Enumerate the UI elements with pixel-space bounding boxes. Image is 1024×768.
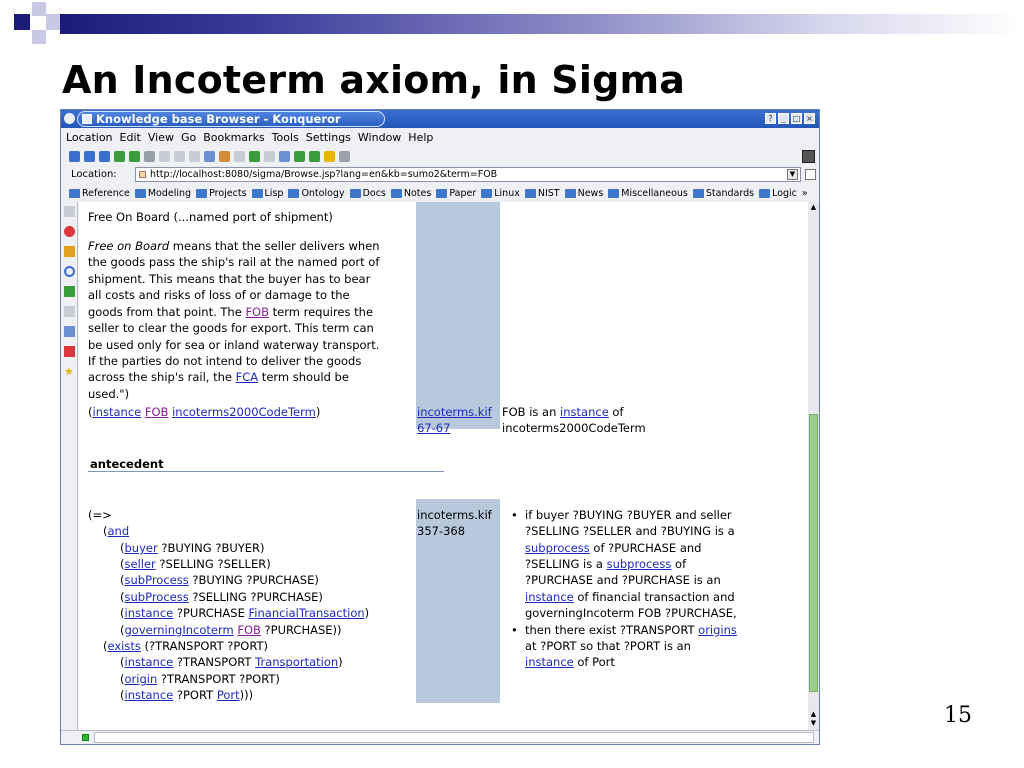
bookmark-docs[interactable]: Docs	[350, 185, 386, 202]
menu-view[interactable]: View	[147, 131, 174, 144]
help-icon[interactable]: ?	[765, 113, 776, 124]
sidebar-tabs	[61, 202, 78, 730]
folder-icon	[481, 189, 492, 198]
status-indicator-icon	[82, 734, 89, 741]
bookmark-paper[interactable]: Paper	[436, 185, 476, 202]
scrollbar-thumb[interactable]	[809, 414, 818, 692]
port-link[interactable]: Port	[216, 688, 240, 702]
rule-source-file: incoterms.kif	[417, 508, 492, 522]
folder-icon	[436, 189, 447, 198]
instance-link[interactable]: instance	[124, 688, 174, 702]
main-toolbar	[61, 147, 819, 166]
location-bar	[61, 166, 819, 184]
bookmark-ontology[interactable]: Ontology	[288, 185, 344, 202]
sidebar-home-icon[interactable]	[64, 286, 75, 297]
up-icon[interactable]	[99, 151, 110, 162]
konqueror-window	[60, 109, 820, 745]
window-title: Knowledge base Browser - Konqueror	[96, 112, 341, 126]
folder-icon	[391, 189, 402, 198]
fob-link[interactable]: FOB	[245, 305, 269, 319]
new-tab-icon[interactable]	[249, 151, 260, 162]
transportation-link[interactable]: Transportation	[255, 655, 339, 669]
instance-link[interactable]: instance	[560, 405, 609, 419]
bookmark-modeling[interactable]: Modeling	[135, 185, 191, 202]
subprocess-link[interactable]: subProcess	[124, 573, 189, 587]
exists-link[interactable]: exists	[107, 639, 141, 653]
url-input[interactable]	[135, 167, 801, 182]
origins-link[interactable]: origins	[698, 623, 737, 637]
status-bar	[61, 730, 819, 744]
paste-icon[interactable]	[189, 151, 200, 162]
scroll-down-icon[interactable]: ▼	[810, 719, 817, 727]
bookmark-lisp[interactable]: Lisp	[252, 185, 284, 202]
sidebar-bookmarks-icon[interactable]	[64, 226, 75, 237]
vertical-scrollbar[interactable]	[808, 202, 819, 730]
bookmark-miscellaneous[interactable]: Miscellaneous	[608, 185, 688, 202]
url-text: http://localhost:8080/sigma/Browse.jsp?lang=en&kb=sumo2&term=FOB	[150, 169, 498, 180]
bookmark-nist[interactable]: NIST	[525, 185, 560, 202]
paraphrase-text: incoterms2000CodeTerm	[502, 421, 646, 435]
settings-icon[interactable]	[339, 151, 350, 162]
scroll-up-icon[interactable]: ▲	[810, 710, 817, 718]
bookmark-notes[interactable]: Notes	[391, 185, 431, 202]
sidebar-services-icon[interactable]	[64, 306, 75, 317]
folder-icon	[608, 189, 619, 198]
bookmarks-more-button[interactable]: »	[801, 188, 808, 199]
bullet-marker: •	[511, 508, 518, 522]
reload-icon[interactable]	[129, 151, 140, 162]
governingincoterm-link[interactable]: governingIncoterm	[124, 623, 234, 637]
close-icon[interactable]: ×	[804, 113, 815, 124]
folder-icon	[525, 189, 536, 198]
security-lock-icon[interactable]	[324, 151, 335, 162]
page-number: 15	[944, 703, 972, 728]
bookmark-reference[interactable]: Reference	[69, 185, 130, 202]
menu-tools[interactable]: Tools	[271, 131, 299, 144]
print-icon[interactable]	[204, 151, 215, 162]
location-label: Location:	[71, 169, 117, 180]
sidebar-favorites-icon[interactable]: ★	[64, 365, 74, 378]
bookmark-projects[interactable]: Projects	[196, 185, 246, 202]
sidebar-history-icon[interactable]	[64, 246, 75, 257]
menu-location[interactable]: Location	[66, 131, 113, 144]
fob-link[interactable]: FOB	[237, 623, 261, 637]
throbber-icon	[802, 150, 815, 163]
sidebar-network-icon[interactable]	[64, 266, 75, 277]
sidebar-media-icon[interactable]	[64, 326, 75, 337]
instance-link[interactable]: instance	[525, 655, 574, 669]
financialtransaction-link[interactable]: FinancialTransaction	[248, 606, 365, 620]
section-heading: antecedent	[90, 457, 164, 471]
view-icon[interactable]	[279, 151, 290, 162]
find-icon[interactable]	[219, 151, 230, 162]
subprocess-link[interactable]: subprocess	[525, 541, 590, 555]
subprocess-link[interactable]: subProcess	[124, 590, 189, 604]
menu-window[interactable]: Window	[357, 131, 402, 144]
slide-header-decoration	[0, 0, 1024, 46]
folder-icon	[196, 189, 207, 198]
instance-statement: (instance FOB incoterms2000CodeTerm)	[88, 405, 321, 419]
back-icon[interactable]	[69, 151, 80, 162]
cut-icon[interactable]	[159, 151, 170, 162]
instance-link[interactable]: instance	[124, 655, 174, 669]
instance-link[interactable]: instance	[124, 606, 174, 620]
section-divider	[88, 471, 444, 472]
subprocess-link[interactable]: subprocess	[606, 557, 672, 571]
source-lines-link[interactable]: 67-67	[417, 421, 451, 435]
status-text-field	[94, 732, 814, 743]
menu-bar	[61, 129, 819, 146]
save-icon[interactable]	[264, 151, 275, 162]
fca-link[interactable]: FCA	[235, 370, 259, 384]
sidebar-root-icon[interactable]	[64, 346, 75, 357]
folder-icon	[759, 189, 770, 198]
buyer-link[interactable]: buyer	[124, 541, 158, 555]
menu-edit[interactable]: Edit	[119, 131, 141, 144]
window-title-tab[interactable]	[77, 111, 385, 127]
zoom-out-icon[interactable]	[309, 151, 320, 162]
menu-bookmarks[interactable]: Bookmarks	[203, 131, 265, 144]
source-file-link[interactable]: incoterms.kif	[417, 405, 492, 419]
instance-link[interactable]: instance	[92, 405, 142, 419]
maximize-icon[interactable]: □	[792, 114, 801, 123]
folder-icon	[252, 189, 263, 198]
origin-link[interactable]: origin	[124, 672, 158, 686]
folder-icon	[135, 189, 146, 198]
fob-link[interactable]: FOB	[144, 405, 169, 419]
rule-source-lines: 357-368	[417, 524, 466, 538]
menu-help[interactable]: Help	[408, 131, 434, 144]
find-next-icon[interactable]	[234, 151, 245, 162]
bookmarks-toolbar	[61, 185, 819, 202]
konqueror-app-icon	[82, 114, 92, 124]
zoom-in-icon[interactable]	[294, 151, 305, 162]
go-icon[interactable]	[805, 169, 816, 180]
doc-title: Free On Board (...named port of shipment)	[88, 210, 333, 224]
incoterms2000codeterm-link[interactable]: incoterms2000CodeTerm	[172, 405, 316, 419]
and-link[interactable]: and	[107, 524, 130, 538]
window-titlebar[interactable]	[61, 110, 819, 128]
scroll-up-icon[interactable]: ▲	[810, 203, 817, 211]
bookmark-standards[interactable]: Standards	[693, 185, 754, 202]
bookmark-linux[interactable]: Linux	[481, 185, 520, 202]
minimize-icon[interactable]: _	[778, 113, 789, 124]
forward-icon[interactable]	[84, 151, 95, 162]
source-column-top	[416, 202, 500, 429]
seller-link[interactable]: seller	[124, 557, 156, 571]
window-menu-icon[interactable]	[64, 113, 75, 124]
bullet-marker: •	[511, 623, 518, 637]
folder-icon	[693, 189, 704, 198]
page-favicon-icon	[139, 171, 146, 178]
bookmark-news[interactable]: News	[565, 185, 604, 202]
instance-link[interactable]: instance	[525, 590, 574, 604]
folder-icon	[350, 189, 361, 198]
slide-title: An Incoterm axiom, in Sigma	[62, 58, 686, 102]
stop-icon[interactable]	[144, 151, 155, 162]
url-history-dropdown-icon[interactable]: ▼	[787, 169, 798, 180]
folder-icon	[565, 189, 576, 198]
folder-icon	[69, 189, 80, 198]
sidebar-tools-icon[interactable]	[64, 206, 75, 217]
bookmark-logic[interactable]: Logic	[759, 185, 797, 202]
folder-icon	[288, 189, 299, 198]
menu-settings[interactable]: Settings	[305, 131, 351, 144]
copy-icon[interactable]	[174, 151, 185, 162]
page-content: Free On Board (...named port of shipment) Free on Board means that the seller delivers when the goods pass the ship's rail at the named port of shipment. This means that the buyer has to bear all costs and risks of loss of or damage to the goods from that point. The FOB term requires the seller to clear the goods for export. This term can be used only for sea or inland waterway transport. If the parties do not intend to deliver the goods across the ship's rail, the FCA term should be used.") (instance FOB incoterms2000CodeTerm) incoterms.kif 67-67 FOB is an instance of incoterms2000CodeTerm antecedent (=> (and (buyer ?BUYING ?BUYER) (seller ?SELLING ?SELLER) (subProcess ?BUYING ?PURCHASE) (subProcess ?SELLING ?PURCHASE) (instance ?PURCHASE FinancialTransaction) (governingIncoterm FOB ?PURCHASE)) (exists (?TRANSPORT ?PORT) (instance ?TRANSPORT Transportation) (origin ?TRANSPORT ?PORT) (instance ?PORT Port))) incoterms.kif 357-368 • if buyer ?BUYING ?BUYER and seller ?SELLING ?SELLER and ?BUYING is a subprocess of ?PURCHASE and ?SELLING is a subprocess of ?PURCHASE and ?PURCHASE is an instance of financial transaction and governingIncoterm FOB ?PURCHASE, • then there exist ?TRANSPORT origins at ?PORT so that ?PORT is an instance of Port	[79, 202, 809, 730]
home-icon[interactable]	[114, 151, 125, 162]
menu-go[interactable]: Go	[180, 131, 197, 144]
